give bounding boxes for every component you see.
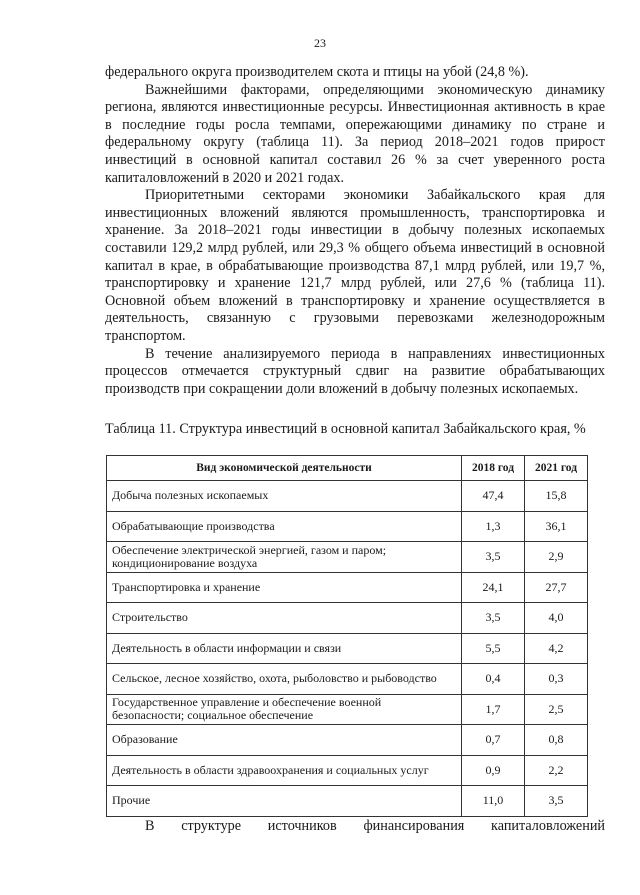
table-body bbox=[107, 481, 588, 817]
table-row bbox=[107, 694, 588, 725]
table-header-row bbox=[107, 456, 588, 481]
cell-2021: 36,1 bbox=[525, 511, 588, 542]
cell-activity: Государственное управление и обеспечение военной безопасности; социальное обеспечение bbox=[107, 694, 462, 725]
table-row bbox=[107, 664, 588, 695]
cell-2018: 3,5 bbox=[462, 542, 525, 573]
table-caption: Таблица 11. Структура инвестиций в основной капитал Забайкальского края, % bbox=[105, 421, 586, 437]
table-row bbox=[107, 603, 588, 634]
header-activity: Вид экономической деятельности bbox=[107, 456, 462, 481]
cell-2021: 0,8 bbox=[525, 725, 588, 756]
paragraph-2: Важнейшими факторами, определяющими экономическую динамику региона, являются инвестиционные ресурсы. Инвестиционная активность в крае в последние годы росла темпами, опережающими динамику по стране и федеральному округу (таблица 11). За период 2018–2021 годов прирост инвестиций в основной капитал составил 26 % за счет уверенного роста капиталовложений в 2020 и 2021 годах. bbox=[105, 81, 605, 186]
cell-2018: 11,0 bbox=[462, 786, 525, 817]
table-row bbox=[107, 755, 588, 786]
cell-activity: Строительство bbox=[107, 603, 462, 634]
cell-2021: 27,7 bbox=[525, 572, 588, 603]
table-row bbox=[107, 572, 588, 603]
table-row bbox=[107, 725, 588, 756]
paragraph-3: Приоритетными секторами экономики Забайкальского края для инвестиционных вложений являются промышленность, транспортировка и хранение. За 2018–2021 годы инвестиции в добычу полезных ископаемых составили 129,2 млрд рублей, или 29,3 % общего объема инвестиций в основной капитал в крае, в обрабатывающие производства 87,1 млрд рублей, или 19,7 %, транспортировку и хранение 121,7 млрд рублей, или 27,6 % (таблица 11). Основной объем вложений в транспортировку и хранение осуществляется в деятельность, связанную с грузовыми перевозками железнодорожным транспортом. bbox=[105, 187, 605, 344]
cell-activity: Сельское, лесное хозяйство, охота, рыболовство и рыбоводство bbox=[107, 664, 462, 695]
cell-2018: 3,5 bbox=[462, 603, 525, 634]
cell-activity: Деятельность в области здравоохранения и социальных услуг bbox=[107, 755, 462, 786]
body-text bbox=[105, 64, 605, 398]
paragraph-1: федерального округа производителем скота и птицы на убой (24,8 %). bbox=[105, 64, 529, 80]
cell-activity: Транспортировка и хранение bbox=[107, 572, 462, 603]
cell-2018: 47,4 bbox=[462, 481, 525, 512]
cell-2021: 4,2 bbox=[525, 633, 588, 664]
table-row bbox=[107, 633, 588, 664]
cell-2021: 2,5 bbox=[525, 694, 588, 725]
cell-2018: 5,5 bbox=[462, 633, 525, 664]
paragraph-4: В течение анализируемого периода в направлениях инвестиционных процессов отмечается структурный сдвиг на развитие обрабатывающих производств при сокращении доли вложений в добычу полезных ископаемых. bbox=[105, 345, 605, 397]
cell-2018: 1,7 bbox=[462, 694, 525, 725]
cell-activity: Деятельность в области информации и связи bbox=[107, 633, 462, 664]
cell-2021: 2,2 bbox=[525, 755, 588, 786]
page-number: 23 bbox=[314, 36, 326, 50]
cell-activity: Обеспечение электрической энергией, газом и паром; кондиционирование воздуха bbox=[107, 542, 462, 573]
table-row bbox=[107, 511, 588, 542]
cell-2021: 4,0 bbox=[525, 603, 588, 634]
investment-structure-table bbox=[106, 455, 588, 817]
table-row bbox=[107, 481, 588, 512]
table-row bbox=[107, 542, 588, 573]
cell-2018: 24,1 bbox=[462, 572, 525, 603]
cell-activity: Образование bbox=[107, 725, 462, 756]
cell-activity: Обрабатывающие производства bbox=[107, 511, 462, 542]
cell-2018: 0,4 bbox=[462, 664, 525, 695]
header-2021: 2021 год bbox=[525, 456, 588, 481]
cell-2021: 2,9 bbox=[525, 542, 588, 573]
cell-activity: Прочие bbox=[107, 786, 462, 817]
table-row bbox=[107, 786, 588, 817]
header-2018: 2018 год bbox=[462, 456, 525, 481]
cell-2018: 0,9 bbox=[462, 755, 525, 786]
cell-2021: 15,8 bbox=[525, 481, 588, 512]
cell-activity: Добыча полезных ископаемых bbox=[107, 481, 462, 512]
cell-2021: 0,3 bbox=[525, 664, 588, 695]
cell-2018: 1,3 bbox=[462, 511, 525, 542]
trailing-paragraph: В структуре источников финансирования капиталовложений bbox=[145, 818, 605, 834]
cell-2021: 3,5 bbox=[525, 786, 588, 817]
cell-2018: 0,7 bbox=[462, 725, 525, 756]
